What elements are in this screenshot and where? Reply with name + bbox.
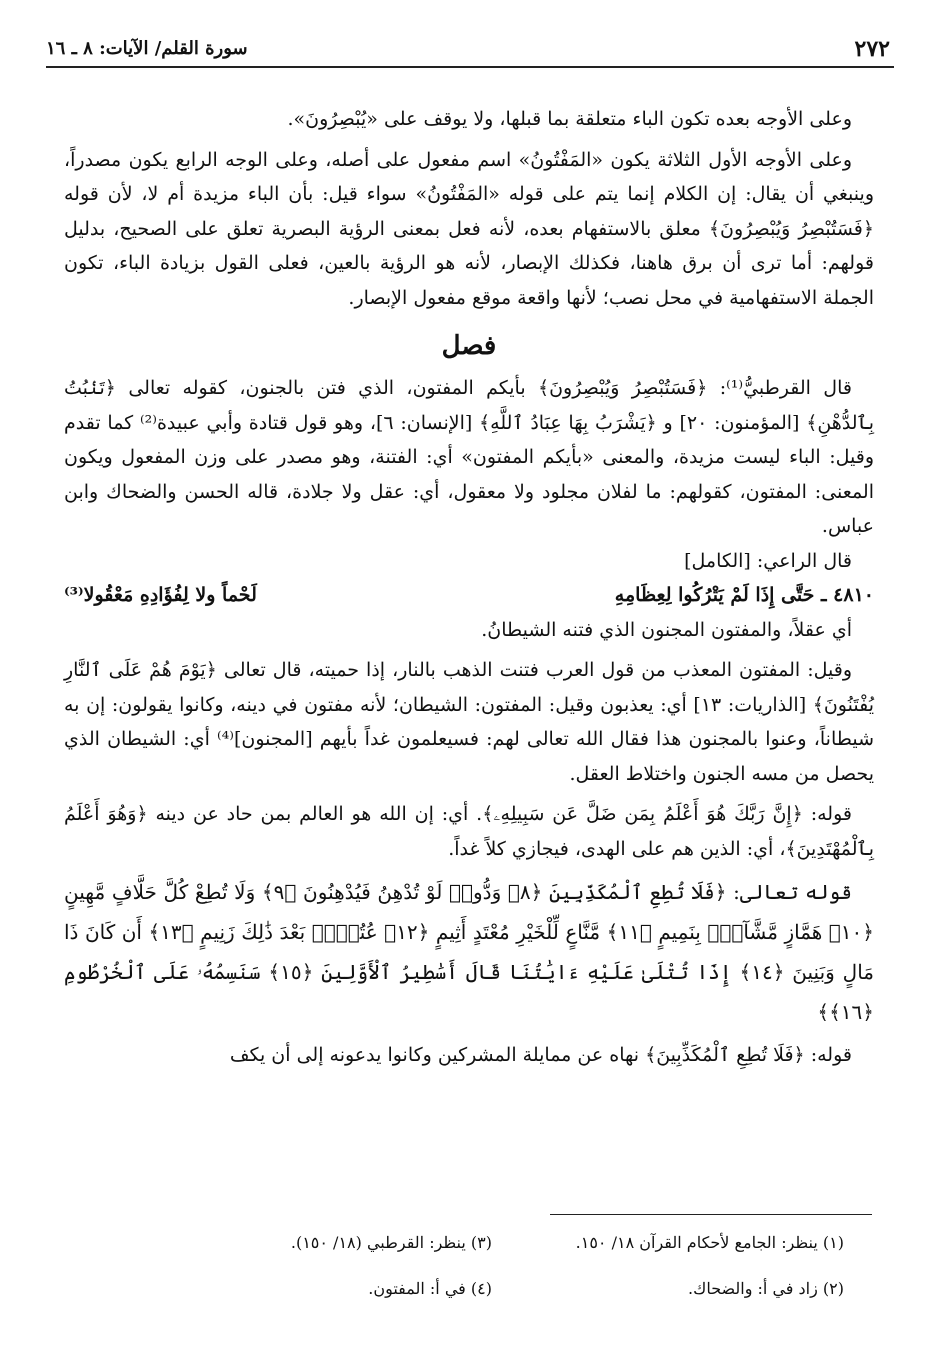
- footnote-3: (٣) ينظر: القرطبي (١٨/ ١٥٠).: [290, 1233, 492, 1252]
- paragraph-5: أي عقلاً، والمفتون المجنون الذي فتنه الشيطانُ.: [481, 618, 852, 641]
- footnote-4: (٤) في أ: المفتون.: [368, 1279, 492, 1298]
- running-title: سورة القلم/ الآيات: ٨ ـ ١٦: [46, 38, 248, 59]
- main-text: [64, 102, 874, 1073]
- paragraph-6: وقيل: المفتون المعذب من قول العرب فتنت الذهب بالنار، إذا حميته، قال تعالى ﴿يَوْمَ هُمْ عَلَى ٱلنَّارِ يُفْتَنُونَ﴾ [الذاريات: ١٣] أي: يعذبون وقيل: المفتون: الشيطان؛ لأنه مفتون في دينه، وكانوا يقولون: إن به شيطاناً، وعنوا بالمجنون هذا فقال الله تعالى لهم: فسيعلمون غداً بأيهم [المجنون]⁽⁴⁾ أي: الشيطان الذي يحصل من مسه الجنون واختلاط العقل.: [64, 659, 874, 785]
- section-heading: فصل: [441, 331, 497, 361]
- footnote-2: (٢) زاد في أ: والضحاك.: [688, 1279, 844, 1298]
- paragraph-2: وعلى الأوجه الأول الثلاثة يكون «المَفْتُونُ» اسم مفعول على أصله، وعلى الوجه الرابع يكون مصدراً، وينبغي أن يقال: إن الكلام إنما يتم على قوله «المَفْتُونُ» سواء قيل: بأن الباء مزيدة أم لا، لأن قوله ﴿فَسَتُبْصِرُ وَيُبْصِرُونَ﴾ معلق بالاستفهام بعده، لأنه فعل بمعنى الرؤية البصرية تعلق على الصحيح، بدليل قولهم: أما ترى أن برق هاهنا، فكذلك الإبصار، لأنه هو الرؤية بالعين، فعلى القول بزيادة الباء، تكون الجملة الاستفهامية في محل نصب؛ لأنها واقعة موقع مفعول الإبصار.: [64, 148, 874, 309]
- paragraph-7: قوله: ﴿إِنَّ رَبَّكَ هُوَ أَعْلَمُ بِمَن ضَلَّ عَن سَبِيلِهِۦ﴾. أي: إن الله هو العالم بمن حاد عن دينه ﴿وَهُوَ أَعْلَمُ بِٱلْمُهْتَدِينَ﴾، أي: الذين هم على الهدى، فيجازي كلاً غداً.: [64, 803, 874, 860]
- paragraph-3: قال القرطبيُّ⁽¹⁾: ﴿فَسَتُبْصِرُ وَيُبْصِرُونَ﴾ بأيكم المفتون، الذي فتن بالجنون، كقوله تعالى ﴿تَنۢبُتُ بِٱلدُّهْنِ﴾ [المؤمنون: ٢٠] و ﴿يَشْرَبُ بِهَا عِبَادُ ٱللَّهِ﴾ [الإنسان: ٦]، وهو قول قتادة وأبي عبيدة⁽²⁾ كما تقدم وقيل: الباء ليست مزيدة، والمعنى «بأيكم المفتون» أي: الفتنة، وهو مصدر على وزن المفعول ويكون المعنى: المفتون، كقولهم: ما لفلان مجلود ولا معقول، أي: عقل ولا جلادة، قاله الحسن والضحاك وابن عباس.: [64, 377, 875, 537]
- poet-attribution: قال الراعي: [الكامل]: [684, 549, 852, 572]
- poetry-verse: [64, 578, 874, 613]
- header-rule: [46, 66, 894, 68]
- page-number: ٢٧٢: [854, 36, 890, 62]
- footnote-1: (١) ينظر: الجامع لأحكام القرآن ١٨/ ١٥٠.: [575, 1233, 844, 1252]
- paragraph-9: قوله: ﴿فَلَا تُطِعِ ٱلْمُكَذِّبِينَ﴾ نهاه عن ممايلة المشركين وكانوا يدعونه إلى أن يكف: [229, 1044, 852, 1066]
- verse-second-hemistich: لَحْماً ولا لِفُؤَادِهِ مَعْقُولا⁽³⁾: [64, 584, 257, 606]
- running-header: [40, 34, 900, 68]
- quran-verses: قوله تعالى: ﴿فَلَا تُطِعِ ٱلْمُكَذِّبِينَ ﴿٨﴾ وَدُّوا۟ لَوْ تُدْهِنُ فَيُدْهِنُونَ ﴿٩﴾ وَلَا تُطِعْ كُلَّ حَلَّافٍ مَّهِينٍ ﴿١٠﴾ هَمَّازٍ مَّشَّآءٍۭ بِنَمِيمٍ ﴿١١﴾ مَّنَّاعٍ لِّلْخَيْرِ مُعْتَدٍ أَثِيمٍ ﴿١٢﴾ عُتُلٍّۭ بَعْدَ ذَٰلِكَ زَنِيمٍ ﴿١٣﴾ أَن كَانَ ذَا مَالٍ وَبَنِينَ ﴿١٤﴾ إِذَا تُتْلَىٰ عَلَيْهِ ءَايَٰتُنَا قَالَ أَسَٰطِيرُ ٱلْأَوَّلِينَ ﴿١٥﴾ سَنَسِمُهُۥ عَلَى ٱلْخُرْطُومِ ﴿١٦﴾﴾: [64, 880, 875, 1024]
- verse-first-hemistich: ٤٨١٠ ـ حَتَّى إِذَا لَمْ يَتْرُكُوا لِعِظَامِهِ: [614, 584, 874, 606]
- paragraph-1: وعلى الأوجه بعده تكون الباء متعلقة بما قبلها، ولا يوقف على «يُبْصِرُونَ».: [287, 108, 852, 130]
- footnote-rule: [550, 1214, 872, 1215]
